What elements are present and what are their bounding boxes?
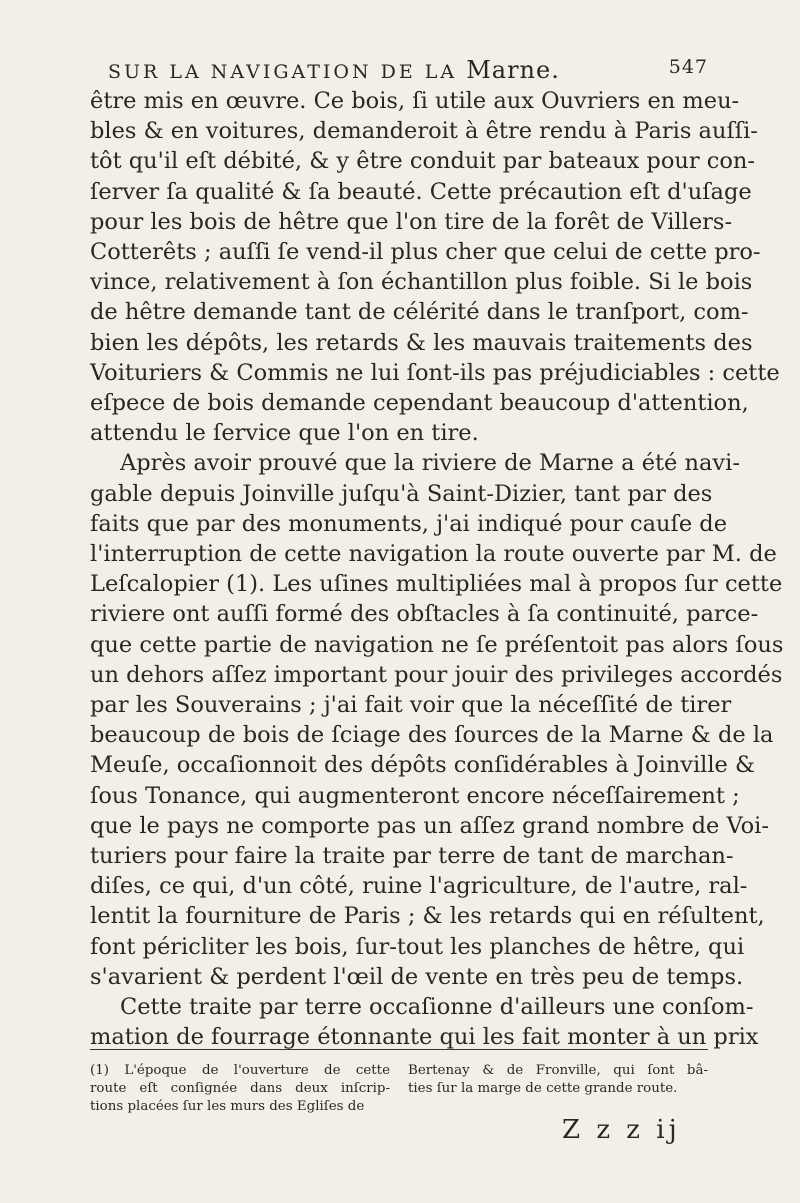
- text-line: font péricliter les bois, ſur-tout les planches de hêtre, qui: [90, 933, 745, 960]
- text-line: s'avarient & perdent l'œil de vente en très peu de temps.: [90, 963, 744, 990]
- signature-mark: Z z z ij: [562, 1115, 681, 1145]
- text-line: ſerver ſa qualité & ſa beauté. Cette précaution eſt d'uſage: [90, 178, 752, 205]
- text-line: Après avoir prouvé que la riviere de Marne a été navi-: [120, 450, 740, 477]
- text-line: que cette partie de navigation ne ſe préſentoit pas alors ſous: [90, 631, 784, 658]
- text-line: attendu le ſervice que l'on en tire.: [90, 420, 479, 447]
- text-line: riviere ont auſſi formé des obſtacles à ſa continuité, parce-: [90, 601, 759, 628]
- text-line: pour les bois de hêtre que l'on tire de la forêt de Villers-: [90, 208, 733, 235]
- footnote-line: (1) L'époque de l'ouverture de cette: [90, 1063, 390, 1078]
- text-line: eſpece de bois demande cependant beaucoup d'attention,: [90, 390, 749, 417]
- text-line: mation de fourrage étonnante qui les fait monter à un prix: [90, 1024, 759, 1051]
- text-line: de hêtre demande tant de célérité dans le tranſport, com-: [90, 299, 749, 326]
- running-title: SUR LA NAVIGATION DE LA: [108, 61, 467, 83]
- text-line: Meuſe, occaſionnoit des dépôts conſidérables à Joinville &: [90, 752, 756, 779]
- text-line: turiers pour faire la traite par terre de tant de marchan-: [90, 843, 734, 870]
- text-line: être mis en œuvre. Ce bois, ſi utile aux Ouvriers en meu-: [90, 88, 740, 114]
- text-line: un dehors aſſez important pour jouir des privileges accordés: [90, 661, 783, 688]
- text-line: faits que par des monuments, j'ai indiqué pour cauſe de: [90, 510, 728, 537]
- running-title-marne: Marne.: [466, 56, 560, 84]
- text-line: vince, relativement à ſon échantillon plus foible. Si le bois: [90, 269, 753, 296]
- text-line: diſes, ce qui, d'un côté, ruine l'agriculture, de l'autre, ral-: [90, 873, 748, 900]
- running-head: [108, 56, 708, 86]
- page-number: 547: [668, 56, 708, 78]
- text-line: l'interruption de cette navigation la route ouverte par M. de: [90, 541, 777, 568]
- text-line: gable depuis Joinville juſqu'à Saint-Dizier, tant par des: [90, 480, 713, 507]
- text-line: tôt qu'il eſt débité, & y être conduit par bateaux pour con-: [90, 148, 756, 175]
- body-text: [90, 86, 784, 1053]
- text-line: lentit la fourniture de Paris ; & les retards qui en réſultent,: [90, 903, 765, 930]
- text-line: par les Souverains ; j'ai fait voir que la néceſſité de tirer: [90, 692, 732, 719]
- text-line: Cotterêts ; auſſi ſe vend-il plus cher que celui de cette pro-: [90, 239, 761, 266]
- footnote-right-column: [408, 1062, 708, 1098]
- footnote-line: ties ſur la marge de cette grande route.: [408, 1081, 678, 1096]
- footnote-line: Bertenay & de Fronville, qui ſont bâ-: [408, 1063, 708, 1078]
- footnote-line: route eſt conſignée dans deux inſcrip-: [90, 1081, 390, 1096]
- text-line: Cette traite par terre occaſionne d'ailleurs une conſom-: [120, 994, 754, 1021]
- text-line: bien les dépôts, les retards & les mauvais traitements des: [90, 329, 753, 356]
- text-line: bles & en voitures, demanderoit à être rendu à Paris auſſi-: [90, 118, 758, 145]
- text-line: Leſcalopier (1). Les uſines multipliées mal à propos ſur cette: [90, 571, 783, 598]
- text-line: Voituriers & Commis ne lui ſont-ils pas préjudiciables : cette: [90, 359, 780, 386]
- footnote-rule: [90, 1049, 708, 1050]
- text-line: que le pays ne comporte pas un aſſez grand nombre de Voi-: [90, 812, 769, 839]
- footnote-line: tions placées ſur les murs des Egliſes de: [90, 1099, 365, 1114]
- text-line: ſous Tonance, qui augmenteront encore néceſſairement ;: [90, 782, 740, 809]
- footnote-left-column: [90, 1062, 390, 1116]
- text-line: beaucoup de bois de ſciage des ſources de la Marne & de la: [90, 722, 774, 749]
